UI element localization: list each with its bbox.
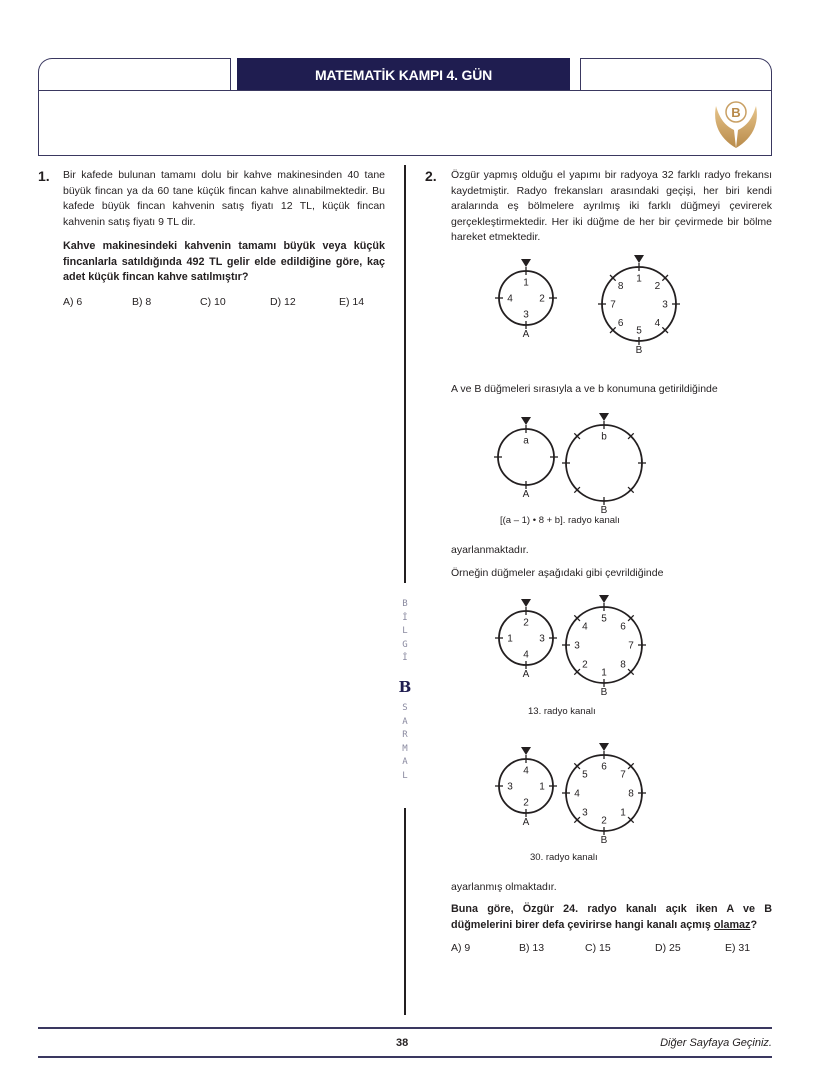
dial-b-dial-name: B — [600, 687, 608, 698]
example-2-caption: 30. radyo kanalı — [530, 852, 598, 863]
svg-text:B: B — [731, 105, 741, 120]
next-page-note: Diğer Sayfaya Geçiniz. — [660, 1037, 772, 1049]
dial-a-position-label: 2 — [539, 293, 545, 305]
dial-b-position-label: 2 — [582, 659, 588, 671]
dial-a-position-label: 2 — [523, 797, 529, 809]
dial-a-position-label: 3 — [523, 309, 529, 321]
option-d[interactable]: D) 12 — [270, 296, 296, 308]
question-2-number: 2. — [425, 168, 437, 184]
dial-a-position-label: 4 — [507, 293, 513, 305]
dial-b-position-label: 1 — [620, 807, 626, 819]
footer-top-line — [38, 1027, 772, 1029]
option-b[interactable]: B) 8 — [132, 296, 152, 308]
dial-b-position-label: 3 — [582, 807, 588, 819]
dial-b-position-label: 3 — [662, 299, 668, 311]
option-a[interactable]: A) 6 — [63, 296, 83, 308]
dial-b-position-label: 8 — [617, 281, 624, 293]
question-1-prompt: Kahve makinesindeki kahvenin tamamı büyük veya küçük fincanlarla satıldığında 492 TL gelir elde edildiğine göre, kaç adet küçük fincan kahve satılmıştır? — [63, 240, 385, 283]
dial-b-position-label: 1 — [636, 273, 642, 285]
dial-b-position-label: 2 — [654, 281, 661, 293]
question-1-number: 1. — [38, 168, 50, 184]
dial-a-position-label: 3 — [539, 633, 545, 645]
option-a[interactable]: A) 9 — [451, 942, 471, 954]
dial-b-pointer-icon — [599, 595, 609, 603]
question-2-prompt: Buna göre, Özgür 24. radyo kanalı açık iken A ve B düğmelerini birer defa çevirirse hangi kanalı açmış olamaz? — [451, 903, 772, 931]
dial-b-position-label: 1 — [601, 667, 607, 679]
dial-b-position-label: 8 — [620, 659, 626, 671]
dial-b-position-label: 4 — [574, 788, 580, 800]
dial-b-pointer-icon — [634, 255, 644, 263]
dial-a-pointer-icon — [521, 417, 531, 425]
dial-b-position-label: 4 — [582, 621, 588, 633]
dial-a-dial-name: A — [522, 489, 530, 500]
dial-a-pointer-icon — [521, 599, 531, 607]
question-2-line4: Örneğin düğmeler aşağıdaki gibi çevrildiğinde — [451, 567, 664, 579]
dial-b-position-label: 6 — [620, 621, 626, 633]
dial-b-dial-name: B — [600, 835, 608, 846]
dial-b-position-label: 7 — [610, 299, 616, 311]
dial-a-position-label: 3 — [507, 781, 513, 793]
dial-a-position-label: 1 — [539, 781, 545, 793]
dial-b-position-label: b — [601, 431, 607, 443]
dial-a-position-label: 4 — [523, 765, 529, 777]
dial-a-pointer-icon — [521, 747, 531, 755]
side-brand-bottom: S A R M A L — [402, 703, 408, 781]
dial-a-position-label: 4 — [523, 649, 529, 661]
dial-a-dial-name: A — [522, 817, 530, 828]
page-number: 38 — [396, 1037, 409, 1049]
dial-a-position-label: 1 — [507, 633, 513, 645]
option-d[interactable]: D) 25 — [655, 942, 681, 954]
side-brand-logo-icon: B — [398, 678, 412, 696]
formula-caption: [(a – 1) • 8 + b]. radyo kanalı — [500, 515, 620, 526]
dial-b-position-label: 5 — [582, 769, 588, 781]
dial-a-position-label: a — [523, 435, 529, 447]
dial-b-dial-name: B — [600, 505, 608, 516]
dial-b-position-label: 7 — [620, 769, 626, 781]
option-e[interactable]: E) 14 — [339, 296, 365, 308]
dial-b-position-label: 2 — [601, 815, 607, 827]
side-brand-top: B İ L G İ — [402, 599, 408, 663]
option-e[interactable]: E) 31 — [725, 942, 751, 954]
question-2-text: Özgür yapmış olduğu el yapımı bir radyoya 32 farklı radyo frekansı kaydetmiştir. Radyo frekansları arasındaki geçişi, her biri kendi aralarında eş bölmelere ayrılmış iki farklı düğmeyi çevirerek gerçekleştirmektedir. Her iki düğme de her bir çevirmede bir bölme hareket etmektedir. — [451, 169, 772, 243]
header-title: MATEMATİK KAMPI 4. GÜN — [237, 58, 570, 91]
dial-a-dial-name: A — [522, 669, 530, 680]
dial-b-position-label: 8 — [628, 788, 634, 800]
option-c[interactable]: C) 10 — [200, 296, 226, 308]
question-2-line5: ayarlanmış olmaktadır. — [451, 881, 557, 893]
dial-a-position-label: 1 — [523, 277, 529, 289]
question-1-text: Bir kafede bulunan tamamı dolu bir kahve makinesinden 40 tane büyük fincan ya da 60 tane küçük fincan kahve alınabilmektedir. Bu kafede büyük fincan kahvenin satış fiyatı 12 TL, küçük fincan kahvenin satış fiyatı 9 TL dir. — [63, 169, 385, 228]
dial-a-dial-name: A — [522, 329, 530, 340]
dial-b-position-label: 3 — [574, 640, 580, 652]
question-2-line3: ayarlanmaktadır. — [451, 544, 529, 556]
option-c[interactable]: C) 15 — [585, 942, 611, 954]
example-1-caption: 13. radyo kanalı — [528, 706, 596, 717]
dial-b-position-label: 6 — [601, 761, 607, 773]
dial-b-position-label: 5 — [636, 325, 642, 337]
dial-b-position-label: 6 — [617, 317, 624, 329]
dial-b-position-label: 5 — [601, 613, 607, 625]
option-b[interactable]: B) 13 — [519, 942, 545, 954]
question-2-line2: A ve B düğmeleri sırasıyla a ve b konumuna getirildiğinde — [451, 383, 718, 395]
dial-a-pointer-icon — [521, 259, 531, 267]
dial-b-position-label: 7 — [628, 640, 634, 652]
dial-b-pointer-icon — [599, 743, 609, 751]
dial-b-pointer-icon — [599, 413, 609, 421]
dial-b-position-label: 4 — [654, 317, 661, 329]
dial-b-dial-name: B — [635, 345, 643, 356]
footer-bottom-line — [38, 1056, 772, 1058]
dial-a-position-label: 2 — [523, 617, 529, 629]
